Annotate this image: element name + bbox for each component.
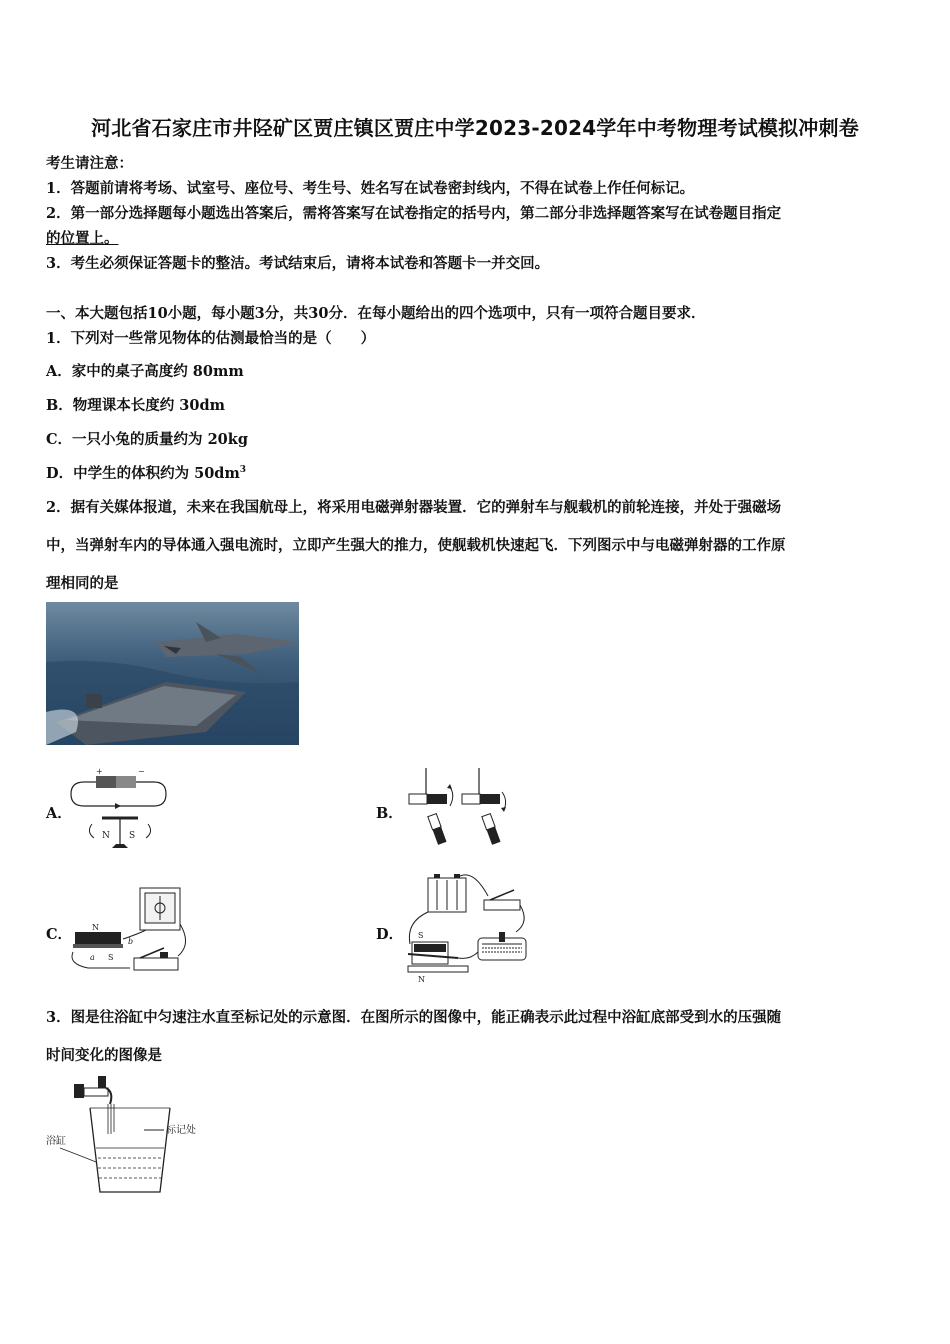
q2-line-1: 2．据有关媒体报道，未来在我国航母上，将采用电磁弹射器装置．它的弹射车与舰载机的前轮连接，并处于强磁场 (46, 499, 782, 516)
q3-label-tub: 浴缸 (46, 1136, 66, 1147)
notice-item-3: 3．考生必须保证答题卡的整洁。考试结束后，请将本试卷和答题卡一并交回。 (46, 255, 550, 272)
svg-text:−: − (138, 767, 145, 776)
q2-figure-d-s: S (418, 931, 424, 940)
q2-figure-a (66, 766, 172, 858)
q1-stem: 1．下列对一些常见物体的估测最恰当的是（ ） (46, 330, 376, 347)
q2-figure-c (68, 884, 192, 978)
notice-item-2a: 2．第一部分选择题每小题选出答案后，需将答案写在试卷指定的括号内，第二部分非选择题答案写在试卷题目指定 (46, 205, 782, 222)
q1-option-d-sup: 3 (239, 465, 247, 476)
q2-figure-c-b: b (128, 937, 134, 946)
q2-figure-c-a: a (90, 953, 95, 962)
q3-bathtub-figure (46, 1074, 216, 1198)
q1-option-b: B．物理课本长度约 30dm (46, 397, 225, 414)
q2-option-b-label: B． (376, 805, 403, 822)
q2-figure-d-n: N (418, 975, 425, 984)
notice-item-1: 1．答题前请将考场、试室号、座位号、考生号、姓名写在试卷密封线内，不得在试卷上作任何标记。 (46, 180, 695, 197)
q2-option-d-label: D． (376, 926, 404, 943)
notice-item-2b: 的位置上。 (46, 230, 119, 247)
q2-figure-b (404, 764, 522, 848)
q2-line-2: 中，当弹射车内的导体通入强电流时，立即产生强大的推力，使舰载机快速起飞．下列图示中与电磁弹射器的工作原 (46, 537, 786, 554)
q1-option-d-text: D．中学生的体积约为 50dm (46, 465, 240, 482)
q2-line-3: 理相同的是 (46, 575, 119, 592)
q1-option-c: C．一只小兔的质量约为 20kg (46, 431, 248, 448)
q2-option-a-label: A． (46, 805, 72, 822)
q1-option-d (46, 462, 246, 483)
q2-figure-a-n: N (102, 831, 110, 841)
q2-option-c-label: C． (46, 926, 73, 943)
q1-option-a: A．家中的桌子高度约 80mm (46, 363, 244, 380)
q3-line-2: 时间变化的图像是 (46, 1047, 162, 1064)
q2-figure-c-n: N (92, 923, 99, 932)
q3-label-mark: 标记处 (166, 1125, 196, 1136)
svg-text:+: + (96, 767, 103, 776)
q2-figure-a-s: S (129, 831, 136, 841)
section-heading: 一、本大题包括10小题，每小题3分，共30分．在每小题给出的四个选项中，只有一项符合题目要求． (46, 305, 706, 322)
q3-line-1: 3．图是往浴缸中匀速注水直至标记处的示意图．在图所示的图像中，能正确表示此过程中浴缸底部受到水的压强随 (46, 1009, 782, 1026)
q2-figure-c-s: S (108, 953, 114, 962)
notice-heading: 考生请注意： (46, 155, 133, 172)
carrier-photo (46, 602, 299, 745)
q2-figure-d (404, 872, 532, 984)
exam-title: 河北省石家庄市井陉矿区贾庄镇区贾庄中学2023-2024学年中考物理考试模拟冲刺卷 (91, 116, 859, 140)
